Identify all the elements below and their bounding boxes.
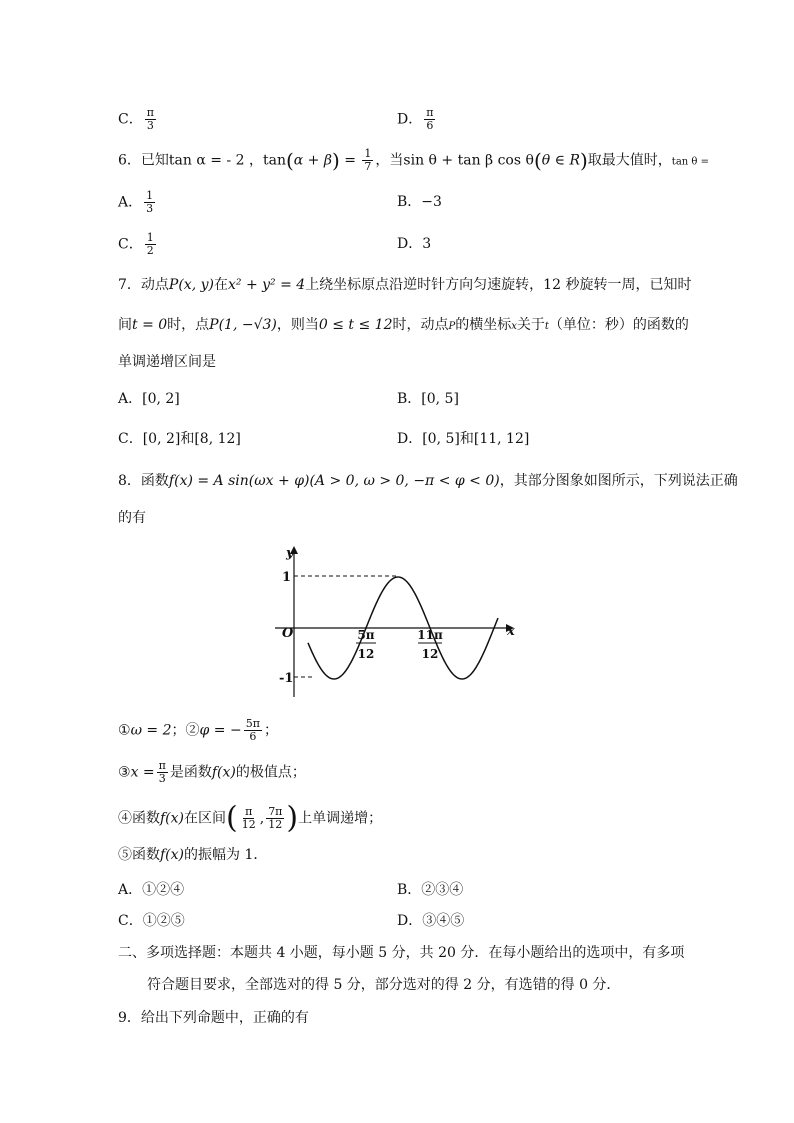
- y-tick-1: 1: [282, 570, 292, 585]
- q8-stem-line2: 的有: [118, 510, 146, 526]
- q7-stem-line3: 单调递增区间是: [118, 354, 216, 370]
- q8-option-d[interactable]: D．③④⑤: [397, 913, 465, 929]
- y-axis-label: y: [286, 546, 294, 561]
- q7-option-b[interactable]: B．[0, 5]: [397, 391, 459, 407]
- section2-header-line2: 符合题目要求，全部选对的得 5 分，部分选对的得 2 分，有选错的得 0 分．: [147, 977, 621, 993]
- q7-option-c[interactable]: C．[0, 2]和[8, 12]: [118, 431, 241, 447]
- q6-option-d[interactable]: D．3: [397, 236, 432, 252]
- q8-statement-1-2: ①ω = 2；②φ = − $\frac{5\pi}{6}$ ；: [118, 717, 278, 743]
- q5-option-c[interactable]: C． $\frac{\pi}{3}$: [118, 106, 154, 132]
- x-tick-1-num: 5π: [357, 628, 375, 642]
- q7-option-d[interactable]: D．[0, 5]和[11, 12]: [397, 431, 530, 447]
- q7-stem-line2: 间t = 0时，点P(1, −√3)，则当0 ≤ t ≤ 12时，动点P的横坐标x关于t（单位：秒）的函数的: [118, 317, 689, 333]
- y-tick-minus-1: -1: [279, 671, 294, 686]
- q8-stem-line1: 8．函数f(x) = A sin(ωx + φ)(A > 0, ω > 0, −π < φ < 0)，其部分图象如图所示，下列说法正确: [118, 473, 738, 489]
- q8-option-c[interactable]: C．①②⑤: [118, 913, 185, 929]
- origin-label: O: [282, 626, 294, 641]
- x-tick-2-num: 11π: [417, 628, 443, 642]
- sine-graph: [270, 545, 530, 705]
- q9-stem: 9．给出下列命题中，正确的有: [118, 1010, 309, 1026]
- x-axis-label: x: [507, 624, 515, 639]
- q8-statement-4: ④函数f(x)在区间( $\frac{\pi}{12}$ , $\frac{7\pi}{12}$ )上单调递增；: [118, 800, 383, 836]
- x-tick-2-den: 12: [421, 647, 439, 661]
- x-tick-1-den: 12: [357, 647, 375, 661]
- q8-option-b[interactable]: B．②③④: [397, 882, 464, 898]
- q8-statement-5: ⑤函数f(x)的振幅为 1．: [118, 847, 268, 863]
- q8-statement-3: ③x = $\frac{\pi}{3}$ 是函数f(x)的极值点；: [118, 759, 306, 785]
- q7-stem-line1: 7．动点P(x, y)在x² + y² = 4上绕坐标原点沿逆时针方向匀速旋转，12 秒旋转一周，已知时: [118, 277, 692, 293]
- q5-option-d[interactable]: D． $\frac{\pi}{6}$: [397, 106, 434, 132]
- q6-stem: 6．已知tan α = - 2 ，tan(α + β) = $\frac{1}{7}$ ，当sin θ + tan β cos θ(θ ∈ R)取最大值时，tan θ =: [118, 147, 709, 173]
- q6-option-b[interactable]: B．−3: [397, 194, 442, 210]
- q8-option-a[interactable]: A．①②④: [118, 882, 185, 898]
- q6-option-a[interactable]: A． $\frac{1}{3}$: [118, 189, 154, 215]
- section2-header-line1: 二、多项选择题：本题共 4 小题，每小题 5 分，共 20 分．在每小题给出的选项中，有多项: [118, 945, 685, 961]
- q7-option-a[interactable]: A．[0, 2]: [118, 391, 180, 407]
- q6-option-c[interactable]: C． $\frac{1}{2}$: [118, 231, 154, 257]
